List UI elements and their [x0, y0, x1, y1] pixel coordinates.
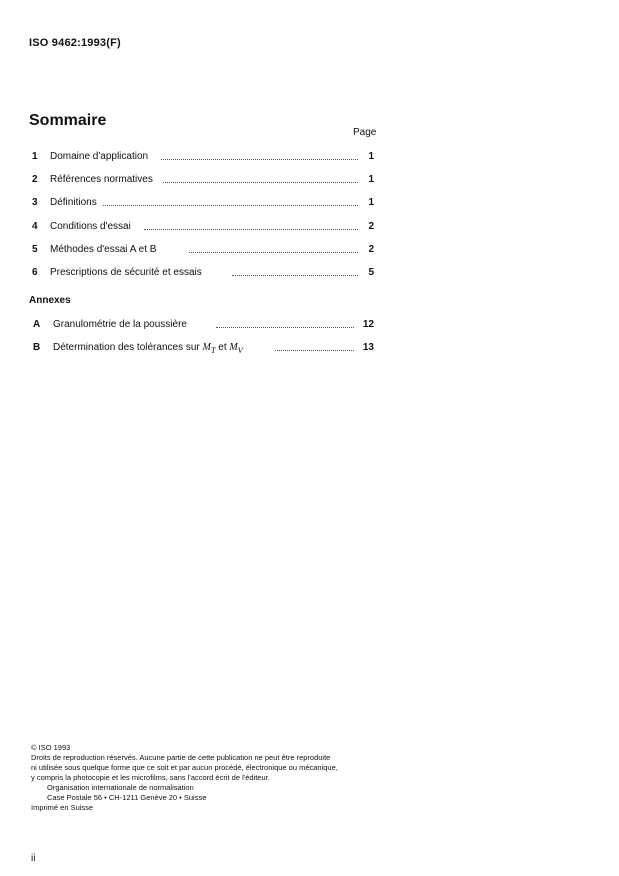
leader-dots [232, 275, 358, 276]
leader-dots [103, 205, 358, 206]
annexes-heading: Annexes [29, 295, 71, 306]
toc-entry-label: Méthodes d'essai A et B [50, 244, 157, 255]
toc-entry[interactable] [29, 220, 374, 234]
toc-entry[interactable] [29, 173, 374, 187]
toc-entry-page: 2 [368, 221, 374, 232]
annex-label-text: Détermination des tolérances sur [53, 342, 200, 353]
copyright-notice [31, 743, 391, 813]
toc-entry[interactable] [29, 196, 374, 210]
toc-entry[interactable] [29, 150, 374, 164]
toc-entry-page: 2 [368, 244, 374, 255]
toc-entry-page: 1 [368, 197, 374, 208]
toc-entry-number: 2 [32, 174, 38, 185]
toc-entry-label: Définitions [50, 197, 97, 208]
toc-entry-label: Domaine d'application [50, 151, 149, 162]
annex-label: Granulométrie de la poussière [53, 319, 187, 330]
annex-letter: B [33, 342, 41, 353]
symbol-letter: M [229, 342, 238, 353]
page-number: ii [31, 853, 36, 864]
postal-address: Case Postale 56 • CH-1211 Genève 20 • Suisse [47, 793, 207, 802]
toc-entry[interactable] [29, 266, 374, 280]
symbol-m [229, 342, 242, 353]
page-column-label: Page [353, 127, 377, 138]
annex-label [53, 341, 243, 358]
leader-dots [144, 229, 358, 230]
toc-entry-page: 1 [368, 174, 374, 185]
toc-entry-number: 5 [32, 244, 38, 255]
annex-entry[interactable] [29, 341, 374, 355]
symbol-letter: M [202, 342, 211, 353]
toc-entry-label: Conditions d'essai [50, 221, 131, 232]
annex-letter: A [33, 319, 41, 330]
printed-in: Imprimé en Suisse [31, 803, 94, 812]
leader-dots [161, 159, 358, 160]
symbol-subscript: V [237, 346, 243, 355]
page-title: Sommaire [29, 112, 107, 129]
leader-dots [216, 327, 354, 328]
toc-entry-page: 5 [368, 267, 374, 278]
toc-entry-number: 1 [32, 151, 38, 162]
document-id: ISO 9462:1993(F) [29, 37, 121, 49]
annex-page: 13 [362, 342, 374, 353]
rights-text: y compris la photocopie et les microfilms, sans l'accord écrit de l'éditeur. [31, 773, 270, 782]
annex-page: 12 [362, 319, 374, 330]
annex-entry[interactable] [29, 318, 374, 332]
leader-dots [275, 350, 354, 351]
leader-dots [189, 252, 358, 253]
toc-entry[interactable] [29, 243, 374, 257]
toc-entry-number: 3 [32, 197, 38, 208]
toc-entry-number: 6 [32, 267, 38, 278]
toc-entry-label: Références normatives [50, 174, 153, 185]
annex-label-text: et [218, 342, 227, 353]
rights-text: ni utilisée sous quelque forme que ce soit et par aucun procédé, électronique ou mécanique, [31, 763, 338, 772]
organization-name: Organisation internationale de normalisation [47, 783, 194, 792]
rights-text: Droits de reproduction réservés. Aucune partie de cette publication ne peut être reproduite [31, 753, 331, 762]
copyright-line: © ISO 1993 [31, 743, 71, 752]
toc-entry-number: 4 [32, 221, 38, 232]
symbol-m [203, 342, 216, 353]
toc-entry-label: Prescriptions de sécurité et essais [50, 267, 202, 278]
toc-entry-page: 1 [368, 151, 374, 162]
symbol-subscript: T [210, 346, 216, 355]
leader-dots [163, 182, 358, 183]
